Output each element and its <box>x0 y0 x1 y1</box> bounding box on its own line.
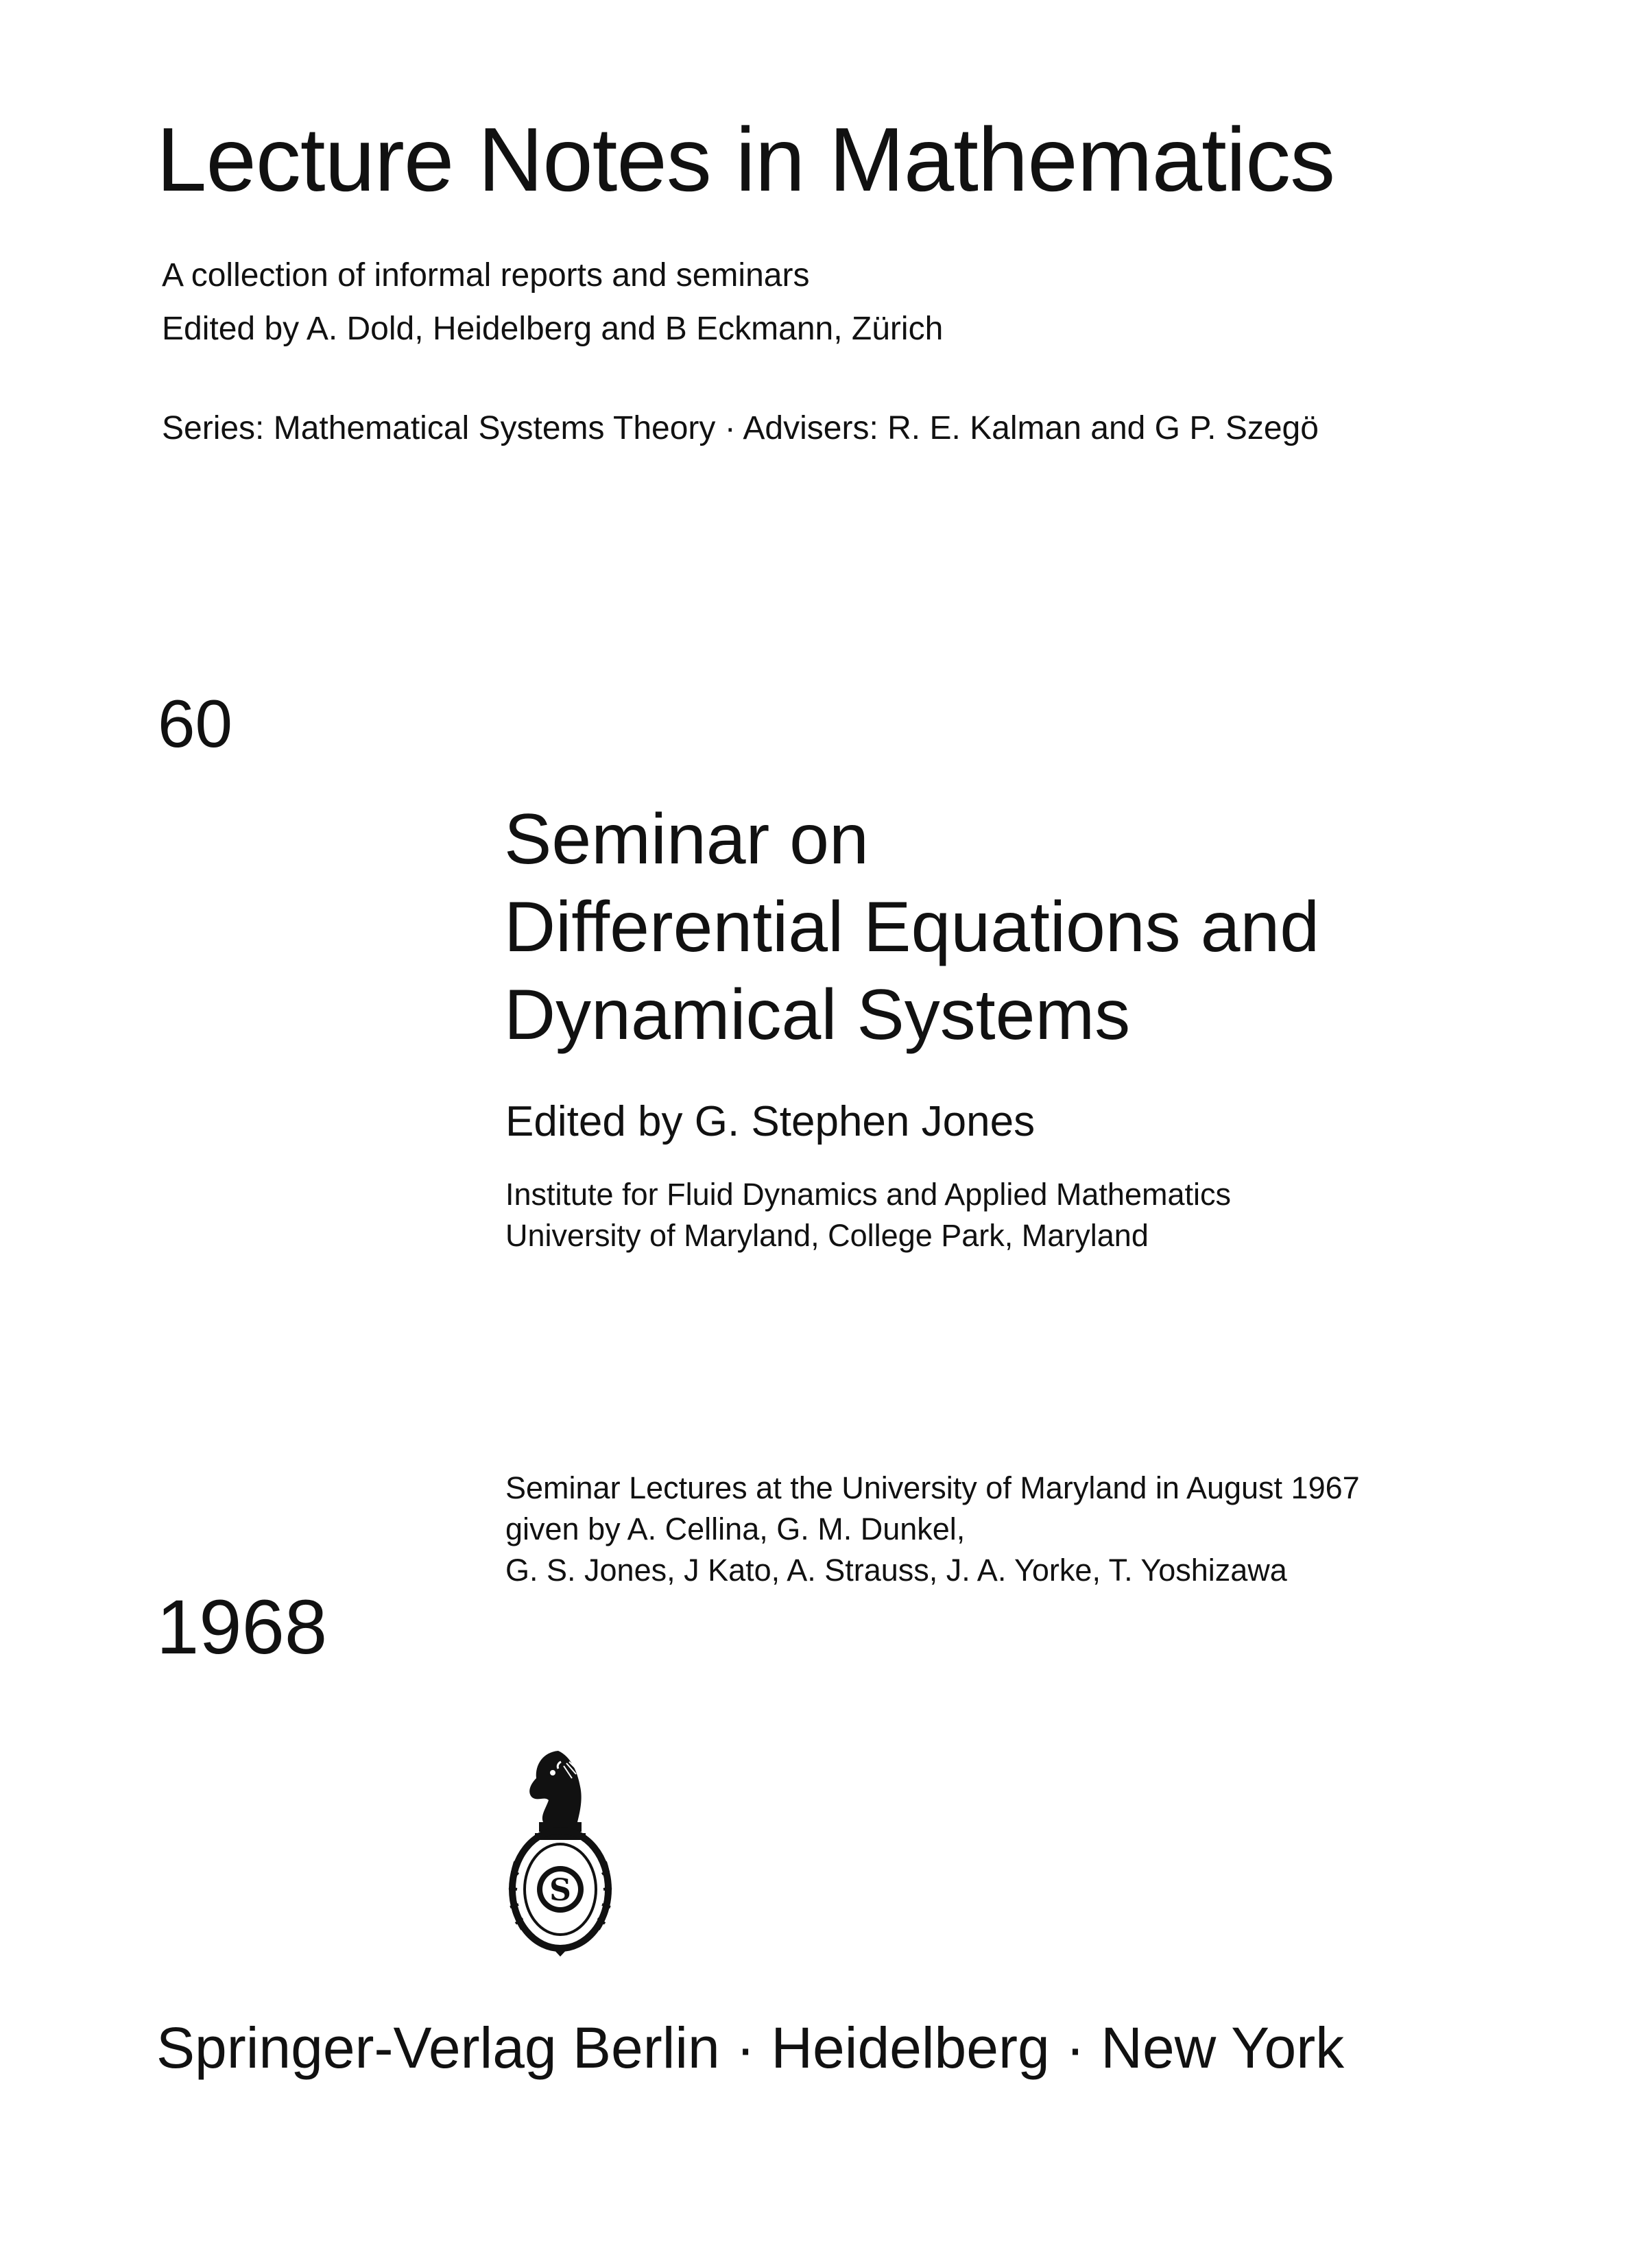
seminar-line: G. S. Jones, J Kato, A. Strauss, J. A. Yorke, T. Yoshizawa <box>505 1553 1287 1588</box>
book-title-line: Dynamical Systems <box>504 975 1131 1055</box>
affiliation <box>505 1174 1231 1256</box>
publication-year: 1968 <box>156 1584 328 1670</box>
series-editors: Edited by A. Dold, Heidelberg and B Eckmann, Zürich <box>162 311 944 347</box>
series-subtitle: A collection of informal reports and seminars <box>162 257 810 294</box>
volume-number: 60 <box>158 686 233 761</box>
book-title-line: Seminar on <box>504 800 869 879</box>
series-advisers-line: Series: Mathematical Systems Theory · Advisers: R. E. Kalman and G P. Szegö <box>162 410 1319 446</box>
seminar-line: given by A. Cellina, G. M. Dunkel, <box>505 1511 966 1546</box>
logo-letter: S <box>549 1873 571 1908</box>
springer-chess-knight-logo-icon <box>495 1745 625 1958</box>
book-editor: Edited by G. Stephen Jones <box>505 1098 1036 1145</box>
seminar-credits <box>505 1468 1360 1591</box>
affiliation-line: University of Maryland, College Park, Maryland <box>505 1218 1149 1253</box>
book-title <box>504 796 1319 1059</box>
series-title: Lecture Notes in Mathematics <box>156 109 1335 210</box>
publisher-line: Springer-Verlag Berlin · Heidelberg · New York <box>156 2016 1345 2080</box>
book-title-line: Differential Equations and <box>504 887 1320 967</box>
seminar-line: Seminar Lectures at the University of Maryland in August 1967 <box>505 1470 1360 1505</box>
affiliation-line: Institute for Fluid Dynamics and Applied Mathematics <box>505 1177 1231 1212</box>
